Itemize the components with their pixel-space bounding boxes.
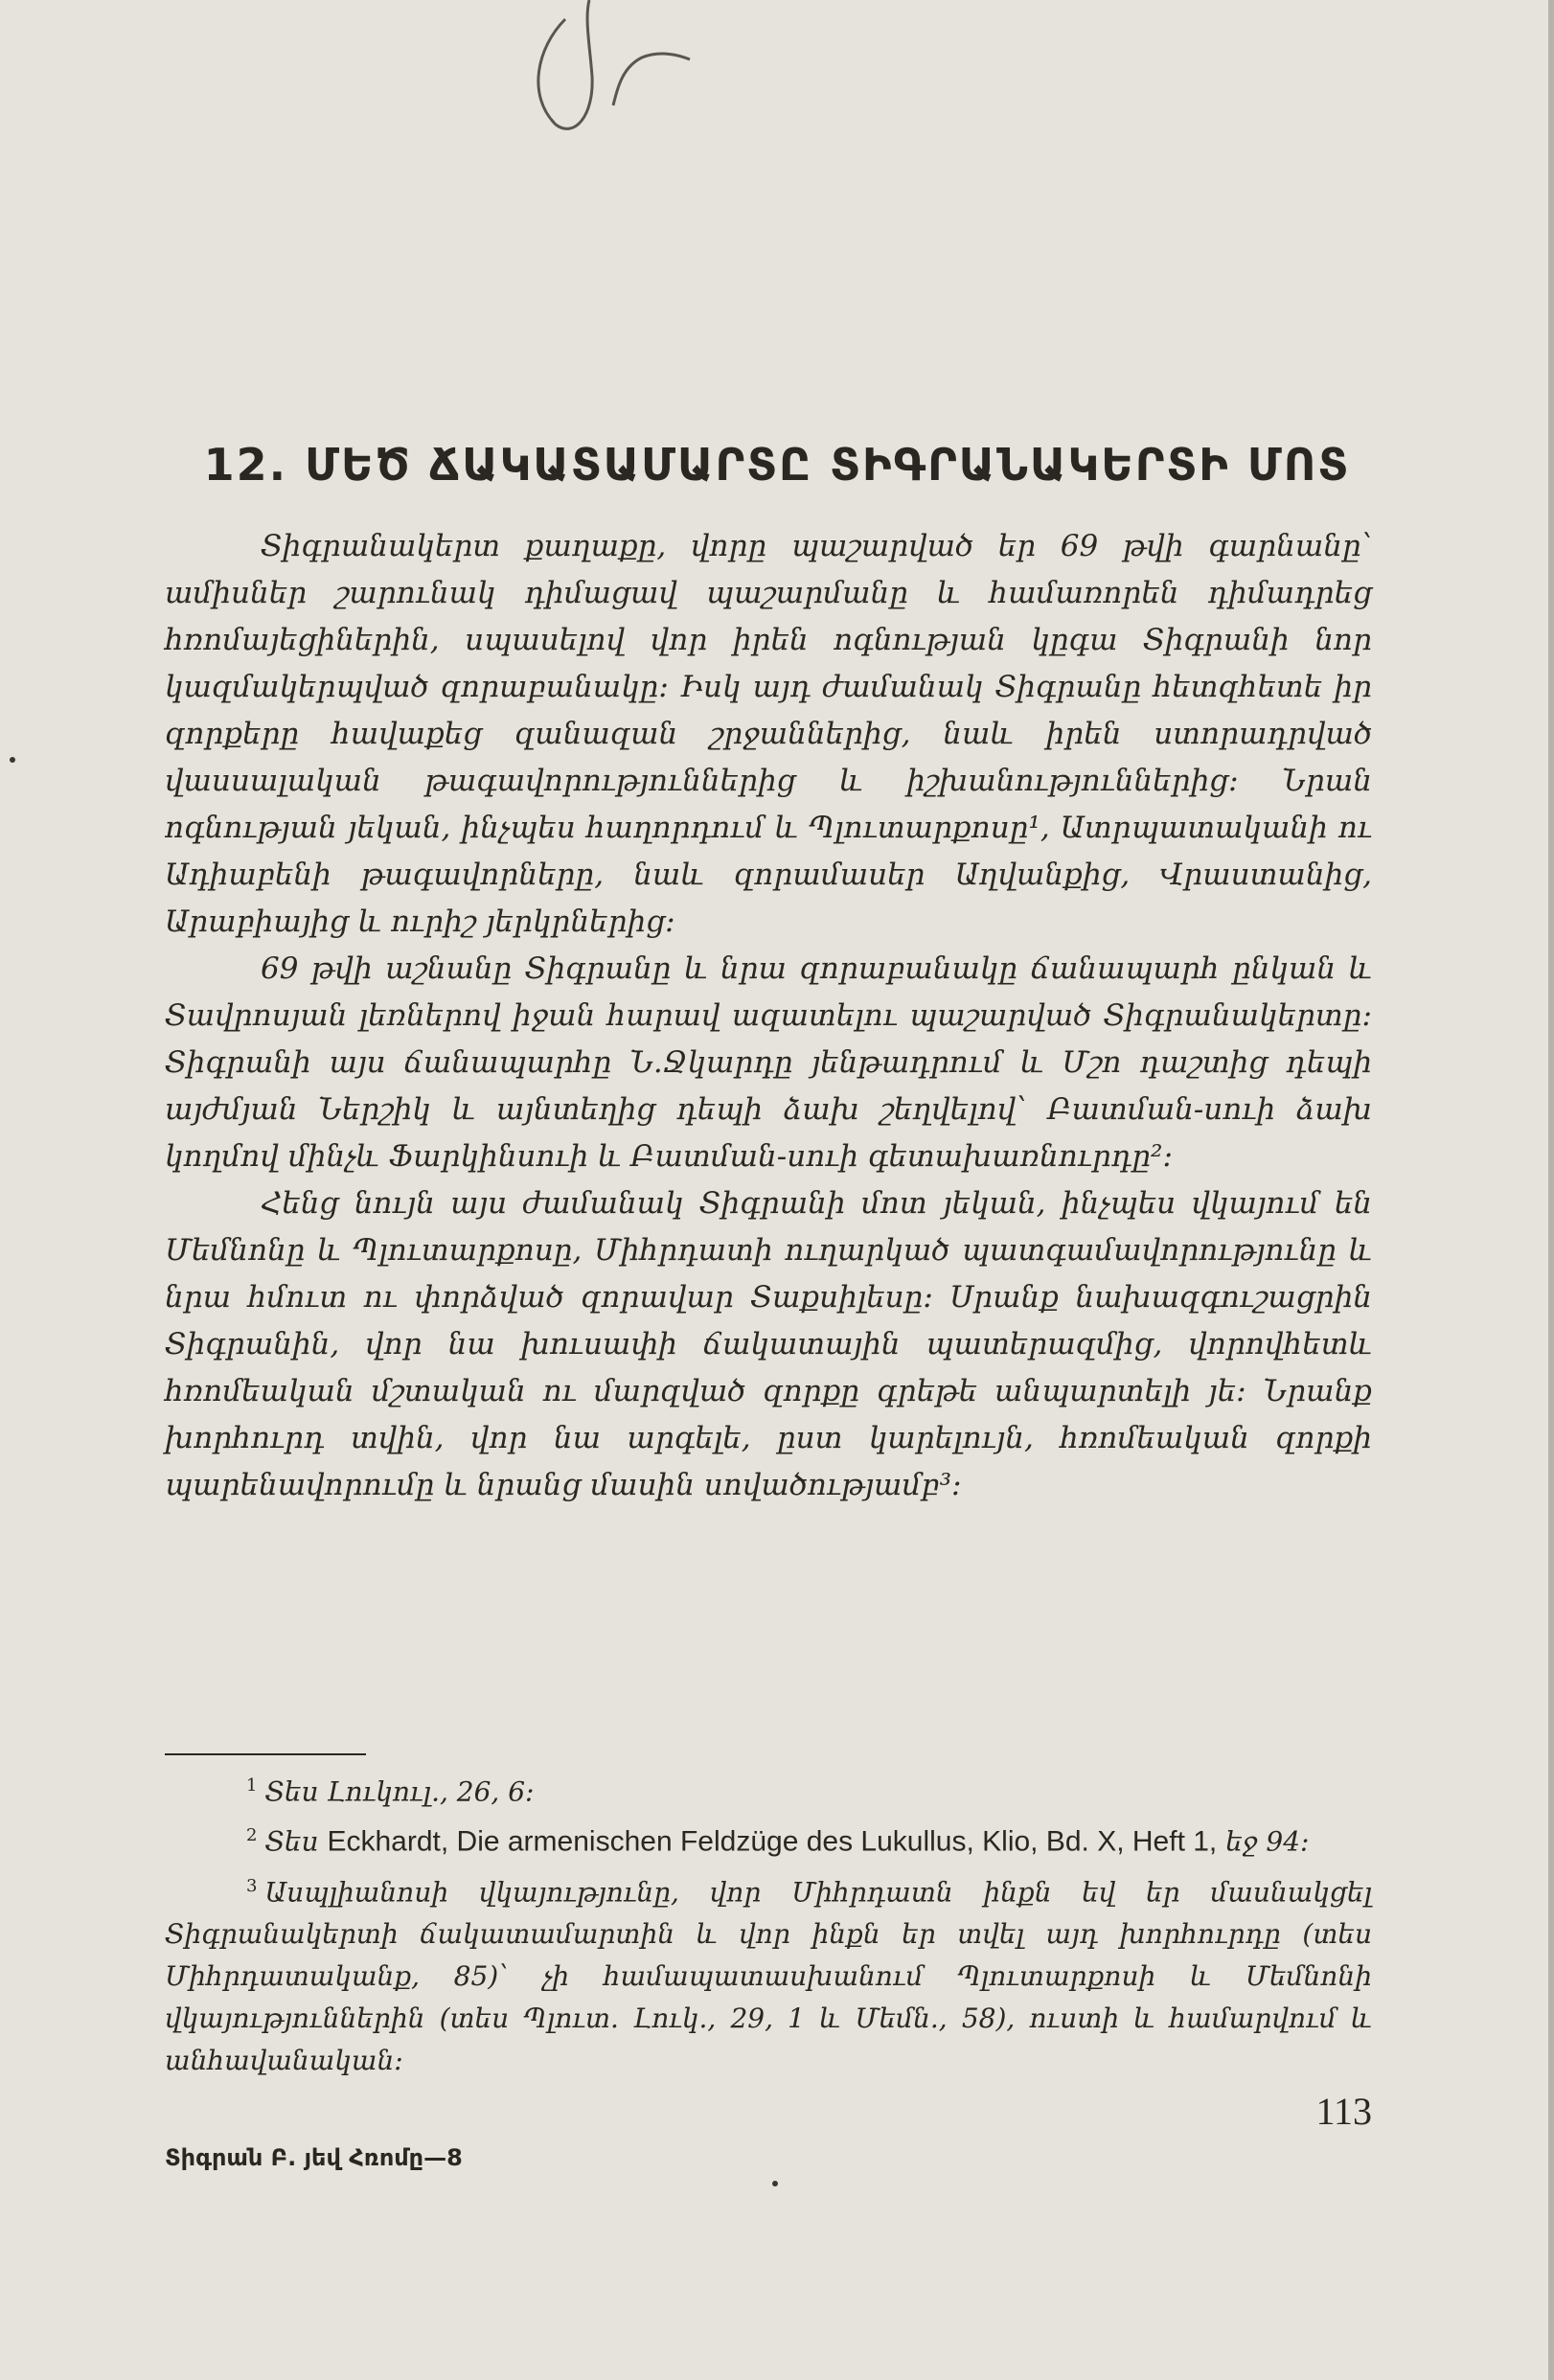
footnote-number: 3 xyxy=(246,1875,258,1896)
footnote-number: 2 xyxy=(246,1825,258,1846)
footnotes xyxy=(165,1765,1372,2084)
page-edge-shadow xyxy=(1548,0,1554,2380)
printer-signature: Տիգրան Բ. յեվ Հռոմը—8 xyxy=(165,2144,463,2171)
body-text xyxy=(165,523,1372,1509)
paragraph-3: Հենց նույն այս ժամանակ Տիգրանի մոտ յեկան, ինչպես վկայում են Մեմնոնը և Պլուտարքոսը, Միհրդատի ուղարկած պատգամավորությունը և նրա հմուտ ու փորձված զորավար Տաքսիլեսը։ Սրանք նախազգուշացրին Տիգրանին, վոր նա խուսափի ճակատային պատերազմից, վորովհետև հռոմեական մշտական ու մարզված զորքը գրեթե անպարտելի յե։ Նրանք խորհուրդ տվին, վոր նա արգելե, ըստ կարելույն, հռոմեական զորքի պարենավորումը և նրանց մասին սովածությամբ³։ xyxy=(165,1186,1372,1502)
pencil-annotation-icon xyxy=(498,0,728,153)
footnote-citation: Eckhardt, Die armenischen Feldzüge des Lukullus, Klio, Bd. X, Heft 1, xyxy=(327,1825,1218,1858)
page-number: 113 xyxy=(1315,2090,1372,2133)
footnote-2 xyxy=(165,1815,1372,1863)
paragraph-1: Տիգրանակերտ քաղաքը, վորը պաշարված եր 69 թվի գարնանը՝ ամիսներ շարունակ դիմացավ պաշարմանը և համառորեն դիմադրեց հռոմայեցիներին, սպասելով վոր իրեն ոգնության կըգա Տիգրանի նոր կազմակերպված զորաբանակը։ Իսկ այդ ժամանակ Տիգրանը հետզհետե իր զորքերը հավաքեց զանազան շրջաններից, նաև իրեն ստորադրված վասսալական թագավորություններից և իշխանություններից։ Նրան ոգնության յեկան, ինչպես հաղորդում և Պլուտարքոսը¹, Ատրպատականի ու Ադիաբենի թագավորները, նաև զորամասեր Աղվանքից, Վրաստանից, Արաբիայից և ուրիշ յերկրներից։ xyxy=(165,529,1372,939)
footnote-text: Տես xyxy=(264,1825,319,1858)
footnote-text: Տես Լուկուլ., 26, 6։ xyxy=(264,1775,535,1808)
paragraph-2: 69 թվի աշնանը Տիգրանը և նրա զորաբանակը ճանապարհ ընկան և Տավրոսյան լեռներով իջան հարավ ազատելու պաշարված Տիգրանակերտը։ Տիգրանի այս ճանապարհը Ն.Ջկարդը յենթադրում և Մշո դաշտից դեպի այժմյան Ներշիկ և այնտեղից դեպի ձախ շեղվելով՝ Բատման-սուի ձախ կողմով մինչև Ֆարկինսուի և Բատման-սուի գետախառնուրդը²։ xyxy=(165,951,1372,1174)
ink-speck xyxy=(772,2181,778,2186)
footnote-page: եջ 94։ xyxy=(1225,1825,1310,1858)
ink-speck xyxy=(10,757,15,763)
footnote-text: Ասպլիանոսի վկայությունը, վոր Միհրդատն ինքն եվ եր մասնակցել Տիգրանակերտի ճակատամարտին և վոր ինքն եր տվել այդ խորհուրդը (տես Միհրդատականք, 85)՝ չի համապատասխանում Պլուտարքոսի և Մեմնոնի վկայություններին (տես Պլուտ. Լուկ., 29, 1 և Մեմն., 58), ուստի և համարվում և անհավանական։ xyxy=(165,1875,1372,2076)
footnote-1 xyxy=(165,1765,1372,1813)
footnote-rule xyxy=(165,1753,366,1755)
footnote-number: 1 xyxy=(246,1775,258,1796)
footnote-3 xyxy=(165,1865,1372,2082)
chapter-title: 12. ՄԵԾ ՃԱԿԱՏԱՄԱՐՏԸ ՏԻԳՐԱՆԱԿԵՐՏԻ ՄՈՏ xyxy=(203,439,1351,491)
